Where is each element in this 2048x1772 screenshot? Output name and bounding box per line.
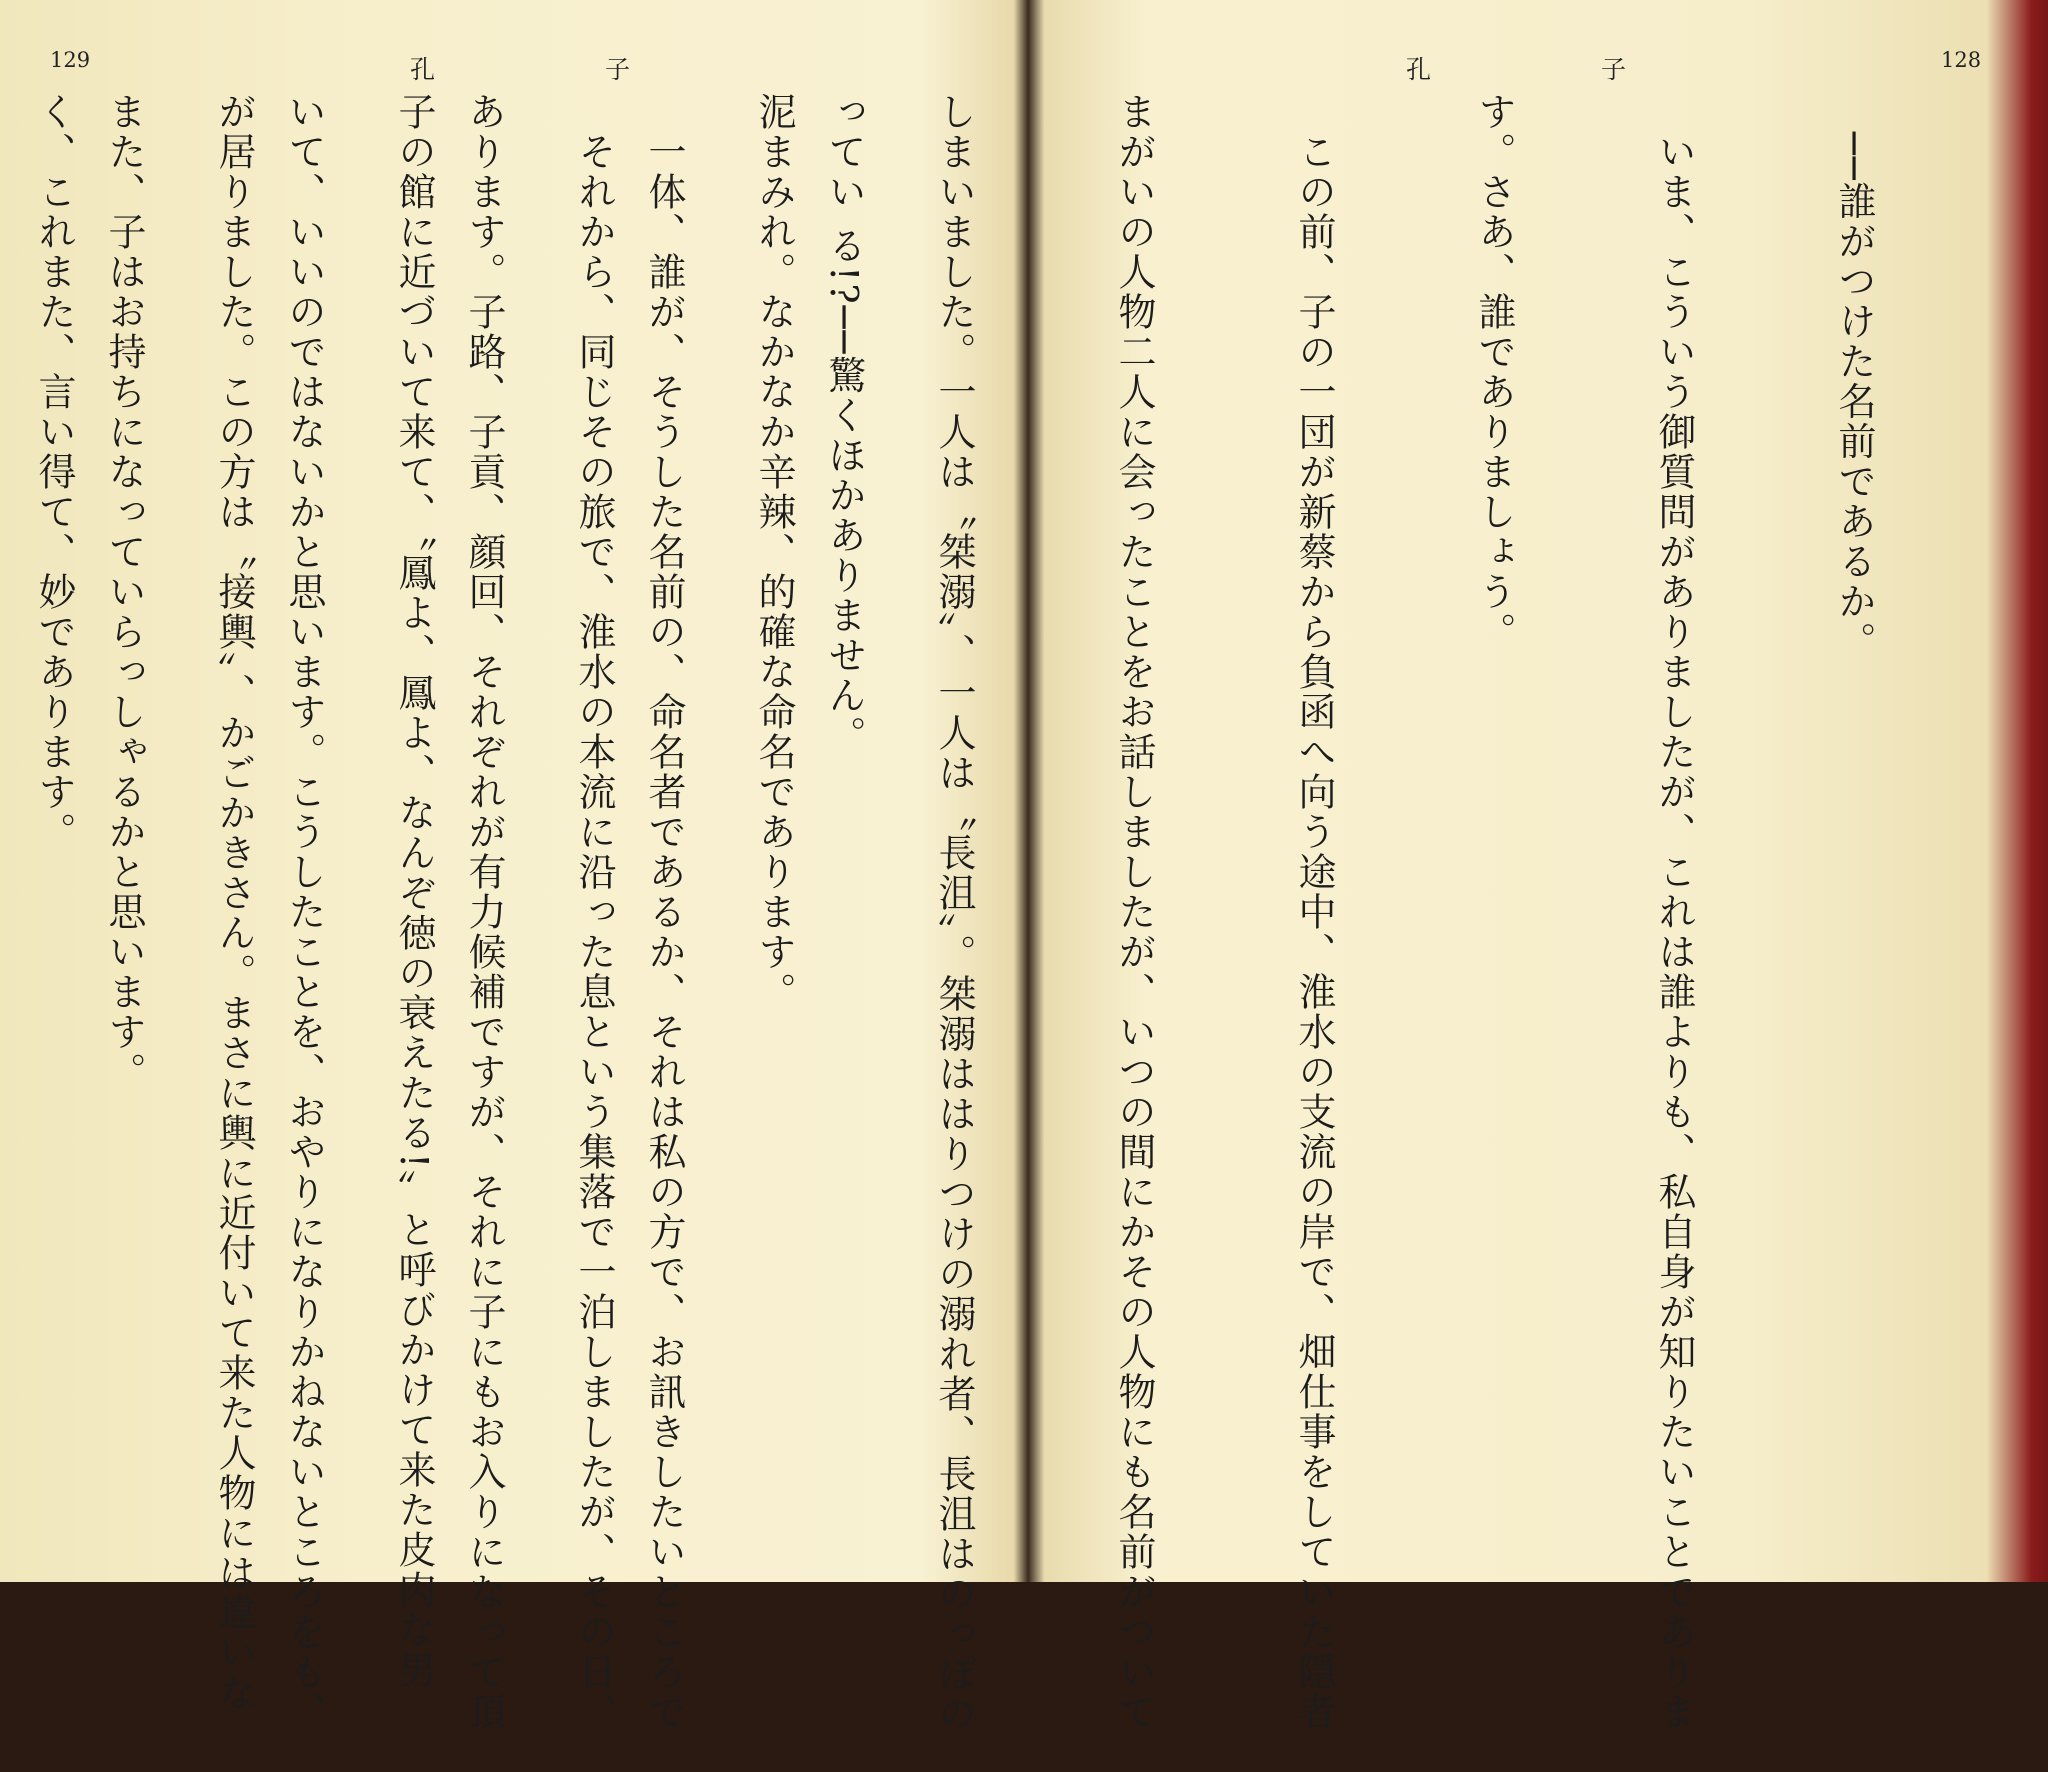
- running-head-char: 子: [605, 55, 631, 84]
- running-head-char: 孔: [410, 55, 436, 84]
- text-column: 一体、誰が、そうした名前の、命名者であるか、それは私の方で、お訊きしたいところで: [642, 92, 686, 1732]
- text-column: あります。子路、子貢、顔回、それぞれが有力候補ですが、それに子にもお入りになって頂: [462, 92, 506, 1732]
- page-number: 129: [50, 48, 91, 72]
- text-column: す。さあ、誰でありましょう。: [1472, 92, 1516, 652]
- text-column: いて、いいのではないかと思います。こうしたことを、おやりになりかねないところをも、: [282, 92, 326, 1732]
- text-column: 泥まみれ。なかなか辛辣、的確な命名であります。: [752, 92, 796, 1012]
- text-column: ってい る!?──驚くほかありません。: [822, 92, 866, 756]
- text-column: 子の館に近づいて来て、〝鳳よ、鳳よ、なんぞ徳の衰えたる!〟と呼びかけて来た皮肉な男: [392, 92, 436, 1691]
- running-head-char: 子: [1601, 55, 1627, 84]
- text-column: が居りました。この方は〝接輿〟、かごかきさん。まさに輿に近付いて来た人物には違いな: [212, 92, 256, 1713]
- text-column: いま、こういう御質問がありましたが、これは誰よりも、私自身が知りたいことでありま: [1652, 92, 1696, 1732]
- text-column: く、これまた、言い得て、妙であります。: [32, 92, 76, 852]
- text-column: しまいました。一人は〝桀溺〟、一人は〝長沮〟。桀溺ははりつけの溺れ者、長沮はのっぽの: [932, 92, 976, 1734]
- text-column: それから、同じその旅で、淮水の本流に沿った息という集落で一泊しましたが、その日、: [572, 92, 616, 1732]
- running-head-char: 孔: [1406, 55, 1432, 84]
- text-column: まがいの人物二人に会ったことをお話しましたが、いつの間にかその人物にも名前がついて: [1112, 92, 1156, 1732]
- page-number: 128: [1941, 48, 1982, 72]
- text-column: この前、子の一団が新蔡から負函へ向う途中、淮水の支流の岸で、畑仕事をしていた隠者: [1292, 92, 1336, 1732]
- text-column: ──誰がつけた名前であるか。: [1832, 92, 1876, 662]
- text-column: また、子はお持ちになっていらっしゃるかと思います。: [102, 92, 146, 1092]
